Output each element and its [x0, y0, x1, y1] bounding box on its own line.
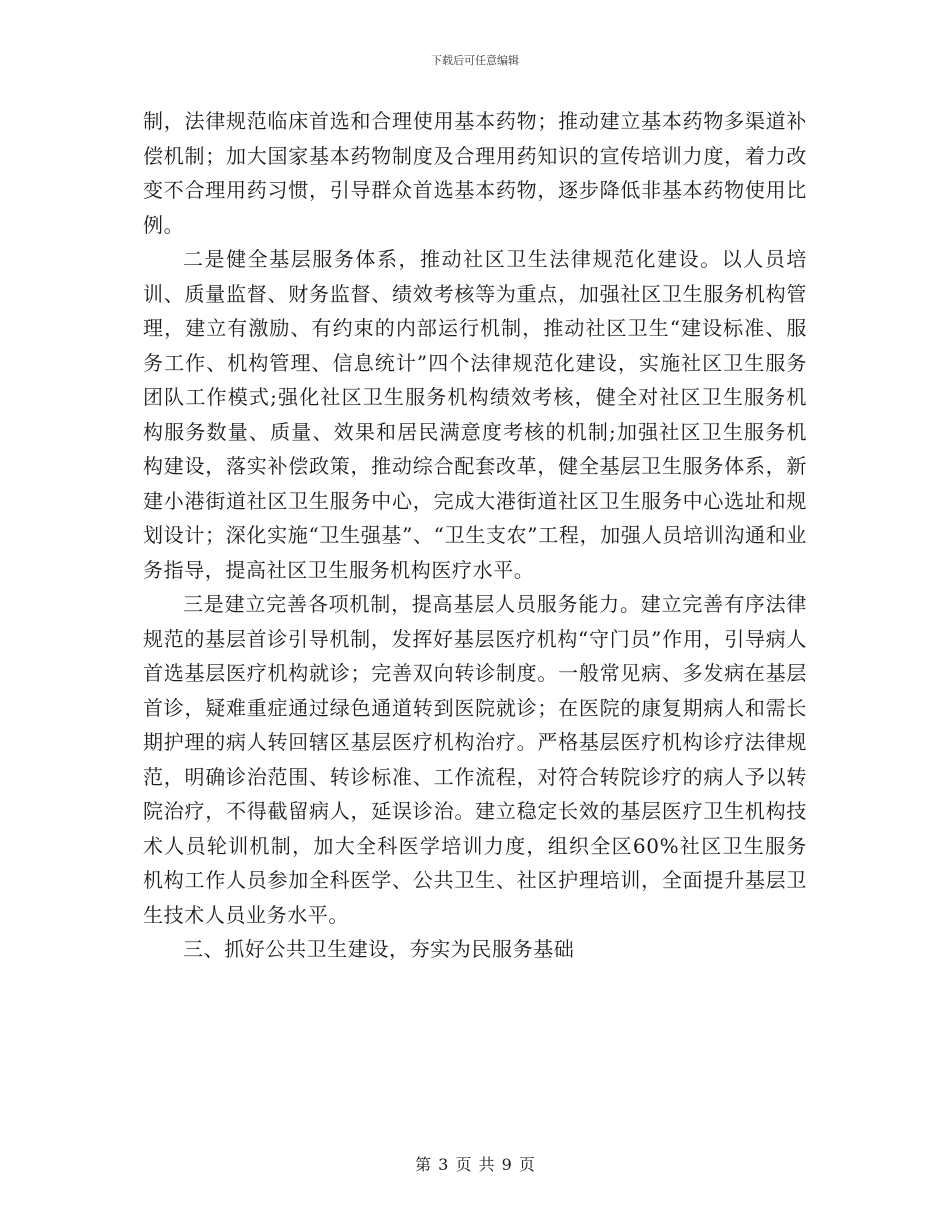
paragraph-mechanisms: 三是建立完善各项机制，提高基层人员服务能力。建立完善有序法律规范的基层首诊引导机制，发挥好基层医疗机构“守门员”作用，引导病人首选基层医疗机构就诊；完善双向转诊制度。一般常见病、多发病在基层首诊，疑难重症通过绿色通道转到医院就诊；在医院的康复期病人和需长期护理的病人转回辖区基层医疗机构治疗。严格基层医疗机构诊疗法律规范，明确诊治范围、转诊标准、工作流程，对符合转院诊疗的病人予以转院治疗，不得截留病人，延误诊治。建立稳定长效的基层医疗卫生机构技术人员轮训机制，加大全科医学培训力度，组织全区60%社区卫生服务机构工作人员参加全科医学、公共卫生、社区护理培训，全面提升基层卫生技术人员业务水平。 [143, 592, 807, 927]
section-heading-public-health: 三、抓好公共卫生建设，夯实为民服务基础 [183, 937, 575, 961]
paragraph-continuation: 制，法律规范临床首选和合理使用基本药物；推动建立基本药物多渠道补偿机制；加大国家基本药物制度及合理用药知识的宣传培训力度，着力改变不合理用药习惯，引导群众首选基本药物，逐步降低非基本药物使用比例。 [143, 109, 807, 237]
document-body [143, 104, 807, 967]
paragraph-grassroots-service-system: 二是健全基层服务体系，推动社区卫生法律规范化建设。以人员培训、质量监督、财务监督、绩效考核等为重点，加强社区卫生服务机构管理，建立有激励、有约束的内部运行机制，推动社区卫生“建设标准、服务工作、机构管理、信息统计”四个法律规范化建设，实施社区卫生服务团队工作模式;强化社区卫生服务机构绩效考核，健全对社区卫生服务机构服务数量、质量、效果和居民满意度考核的机制;加强社区卫生服务机构建设，落实补偿政策，推动综合配套改革，健全基层卫生服务体系，新建小港街道社区卫生服务中心，完成大港街道社区卫生服务中心选址和规划设计；深化实施“卫生强基”、“卫生支农”工程，加强人员培训沟通和业务指导，提高社区卫生服务机构医疗水平。 [143, 247, 807, 582]
page-footer: 第 3 页 共 9 页 [415, 1155, 535, 1174]
page-header: 下载后可任意编辑 [431, 54, 519, 67]
